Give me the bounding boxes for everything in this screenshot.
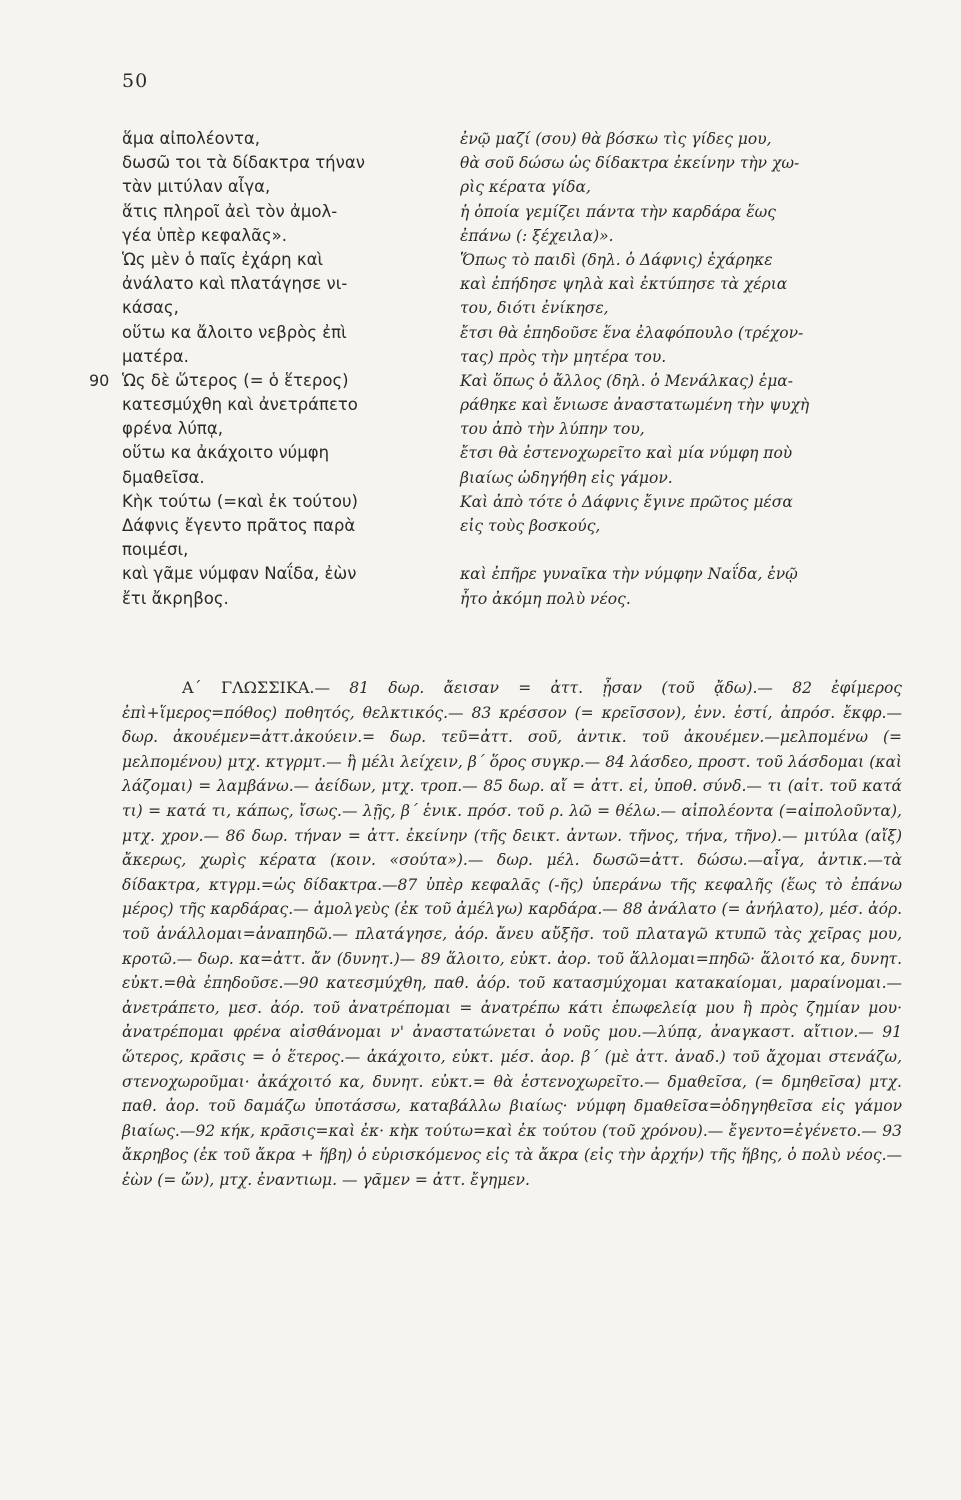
glossary-text: — 81 δωρ. ἄεισαν = ἀττ. ᾖσαν (τοῦ ᾄδω).— 82 ἐφίμερος ἐπὶ+ἵμερος=πόθος) ποθητός, θελκτικός.— 83 κρέσσον (= κρεῖσσον), ἐνν. ἐστί, ἀπρόσ. ἔκφρ.—δωρ. ἀκουέμεν=ἀττ.ἀκούειν.= δωρ. τεῦ=ἀττ. σοῦ, ἀντικ. τοῦ ἀκουέμεν.—μελπομένω (= μελπομένου) μτχ. κτγρμτ.— ἢ μέλι λείχειν, β΄ ὅρος συγκρ.— 84 λάσδεο, προστ. τοῦ λάσδομαι (καὶ λάζομαι) = λαμβάνω.— ἀείδων, μτχ. τροπ.— 85 δωρ. αἴ = ἀττ. εἰ, ὑποθ. σύνδ.— τι (αἰτ. τοῦ κατά τι) = κατά τι, κάπως, ἴσως.— λῇς, β΄ ἑνικ. πρόσ. τοῦ ρ. λῶ = θέλω.— αἰπολέοντα (=αἰπολοῦντα), μτχ. χρον.— 86 δωρ. τήναν = ἀττ. ἐκείνην (τῆς δεικτ. ἀντων. τῆνος, τήνα, τῆνο).— μιτύλα (αἴξ) ἄκερως, χωρὶς κέρατα (κοιν. «σούτα»).— δωρ. μέλ. δωσῶ=ἀττ. δώσω.—αἶγα, ἀντικ.—τὰ δίδακτρα, κτγρμ.=ὡς δίδακτρα.—87 ὑπὲρ κεφαλᾶς (-ῆς) ὑπεράνω τῆς κεφαλῆς (ἕως τὸ ἐπάνω μέρος) τῆς καρδάρας.— ἀμολγεὺς (ἐκ τοῦ ἀμέλγω) καρδάρα.— 88 ἀνάλατο (= ἀνήλατο), μέσ. ἀόρ. τοῦ ἀνάλλομαι=ἀναπηδῶ.— πλατάγησε, ἀόρ. ἄνευ αὔξῆσ. τοῦ πλαταγῶ κτυπῶ τὰς χεῖρας μου, κροτῶ.— δωρ. κα=ἀττ. ἄν (δυνητ.)— 89 ἅλοιτο, εὐκτ. ἀορ. τοῦ ἅλλομαι=πηδῶ· ἅλοιτό κα, δυνητ. εὐκτ.=θὰ ἐπηδοῦσε.—90 κατεσμύχθη, παθ. ἀόρ. τοῦ κατασμύχομαι κατακαίομαι, μαραίνομαι.—ἀνετράπετο, μεσ. ἀόρ. τοῦ ἀνατρέπομαι = ἀνατρέπω κάτι ἐπωφελείᾳ μου ἢ πρὸς ζημίαν μου· ἀνατρέπομαι φρένα αἰσθάνομαι ν' ἀναστατώνεται ὁ νοῦς μου.—λύπᾳ, ἀναγκαστ. αἴτιον.— 91 ὥτερος, κρᾶσις = ὁ ἕτερος.— ἀκάχοιτο, εὐκτ. μέσ. ἀορ. β΄ (μὲ ἀττ. ἀναδ.) τοῦ ἄχομαι στενάζω, στενοχωροῦμαι· ἀκάχοιτό κα, δυνητ. εὐκτ.= θὰ ἐστενοχωρεῖτο.— δμαθεῖσα, (= δμηθεῖσα) μτχ. παθ. ἀορ. τοῦ δαμάζω ὑποτάσσω, καταβάλλω βιαίως· νύμφη δμαθεῖσα=ὁδηγηθεῖσα εἰς γάμον βιαίως.—92 κήκ, κρᾶσις=καὶ ἐκ· κὴκ τούτω=καὶ ἐκ τούτου (τοῦ χρόνου).— ἔγεντο=ἐγένετο.— 93 ἄκρηβος (ἐκ τοῦ ἄκρα + ἥβη) ὁ εὑρισκόμενος εἰς τὰ ἄκρα (εἰς τὴν ἀρχήν) τῆς ἥβης, ὁ πολὺ νέος.— ἐὼν (= ὤν), μτχ. ἐναντιωμ. — γᾶμεν = ἀττ. ἔγημεν. xyxy=(122,679,902,1189)
greek-line-90 xyxy=(89,369,442,393)
greek-line: οὕτω κα ἄλοιτο νεβρὸς ἐπὶ xyxy=(122,322,347,342)
translation-line: του ἀπὸ τὴν λύπην του, xyxy=(460,420,645,439)
glossary-notes xyxy=(122,676,902,1192)
greek-line: φρένα λύπᾳ, xyxy=(122,419,223,439)
translation-line: ρὶς κέρατα γίδα, xyxy=(460,178,591,197)
greek-line: ποιμέσι, xyxy=(122,540,189,560)
translation-column xyxy=(460,127,905,611)
translation-line: ἔτσι θὰ ἐστενοχωρεῖτο καὶ μία νύμφη ποὺ xyxy=(460,444,793,463)
greek-line: Κὴκ τούτω (=καὶ ἐκ τούτου) xyxy=(122,491,358,511)
translation-line: ἔτσι θὰ ἐπηδοῦσε ἕνα ἐλαφόπουλο (τρέχον- xyxy=(460,323,804,342)
translation-line: Καὶ ἀπὸ τότε ὁ Δάφνις ἔγινε πρῶτος μέσα xyxy=(460,492,793,511)
translation-line: τας) πρὸς τὴν μητέρα του. xyxy=(460,347,667,366)
greek-line-text: Ὡς δὲ ὥτερος (= ὁ ἕτερος) xyxy=(122,370,349,390)
greek-line: κατεσμύχθη καὶ ἀνετράπετο xyxy=(122,395,358,415)
translation-line: καὶ ἐπῆρε γυναῖκα τὴν νύμφην Ναΐδα, ἐνῷ xyxy=(460,565,798,584)
greek-line: καὶ γᾶμε νύμφαν Ναΐδα, ἐὼν xyxy=(122,564,357,584)
greek-line: δμαθεῖσα. xyxy=(122,467,205,487)
translation-line: βιαίως ὡδηγήθη εἰς γάμον. xyxy=(460,468,673,487)
translation-line: Καὶ ὅπως ὁ ἄλλος (δηλ. ὁ Μενάλκας) ἐμα- xyxy=(460,371,794,390)
greek-original-column xyxy=(89,127,442,611)
glossary-paragraph xyxy=(122,676,902,1192)
translation-line: εἰς τοὺς βοσκούς, xyxy=(460,517,601,535)
greek-line: οὕτω κα ἀκάχοιτο νύμφη xyxy=(122,443,330,463)
greek-line: κάσας, xyxy=(122,298,179,318)
translation-line: ἡ ὁποία γεμίζει πάντα τὴν καρδάρα ἕως xyxy=(460,202,776,221)
page-number: 50 xyxy=(122,70,149,92)
translation-line: ἐπάνω (: ξέχειλα)». xyxy=(460,226,614,245)
greek-line: τὰν μιτύλαν αἶγα, xyxy=(122,177,271,197)
greek-line: ἅτις πληροῖ ἀεὶ τὸν ἀμολ- xyxy=(122,201,338,221)
translation-line: ράθηκε καὶ ἔνιωσε ἀναστατωμένη τὴν ψυχὴ xyxy=(460,396,810,415)
glossary-heading: Α΄ ΓΛΩΣΣΙΚΑ. xyxy=(182,678,315,697)
greek-line: Ὡς μὲν ὁ παῖς ἐχάρη καὶ xyxy=(122,249,324,269)
greek-line: γέα ὑπὲρ κεφαλᾶς». xyxy=(122,225,287,245)
translation-line: Ὅπως τὸ παιδὶ (δηλ. ὁ Δάφνις) ἐχάρηκε xyxy=(460,250,773,269)
translation-line: θὰ σοῦ δώσω ὡς δίδακτρα ἐκείνην τὴν χω- xyxy=(460,154,800,173)
greek-line: ματέρα. xyxy=(122,346,189,366)
greek-line: ἀνάλατο καὶ πλατάγησε νι- xyxy=(122,274,348,294)
translation-line: καὶ ἐπήδησε ψηλὰ καὶ ἐκτύπησε τὰ χέρια xyxy=(460,275,788,294)
greek-line: δωσῶ τοι τὰ δίδακτρα τήναν xyxy=(122,153,365,173)
greek-line: ἔτι ἄκρηβος. xyxy=(122,588,229,608)
greek-line: ἅμα αἰπολέοντα, xyxy=(122,129,261,148)
greek-line: Δάφνις ἔγεντο πρᾶτος παρὰ xyxy=(122,516,356,535)
translation-line: του, διότι ἐνίκησε, xyxy=(460,299,609,318)
translation-line: ἦτο ἀκόμη πολὺ νέος. xyxy=(460,589,631,608)
line-number: 90 xyxy=(89,370,110,390)
translation-line: ἐνῷ μαζί (σου) θὰ βόσκω τὶς γίδες μου, xyxy=(460,130,772,148)
translation-line xyxy=(460,538,905,562)
